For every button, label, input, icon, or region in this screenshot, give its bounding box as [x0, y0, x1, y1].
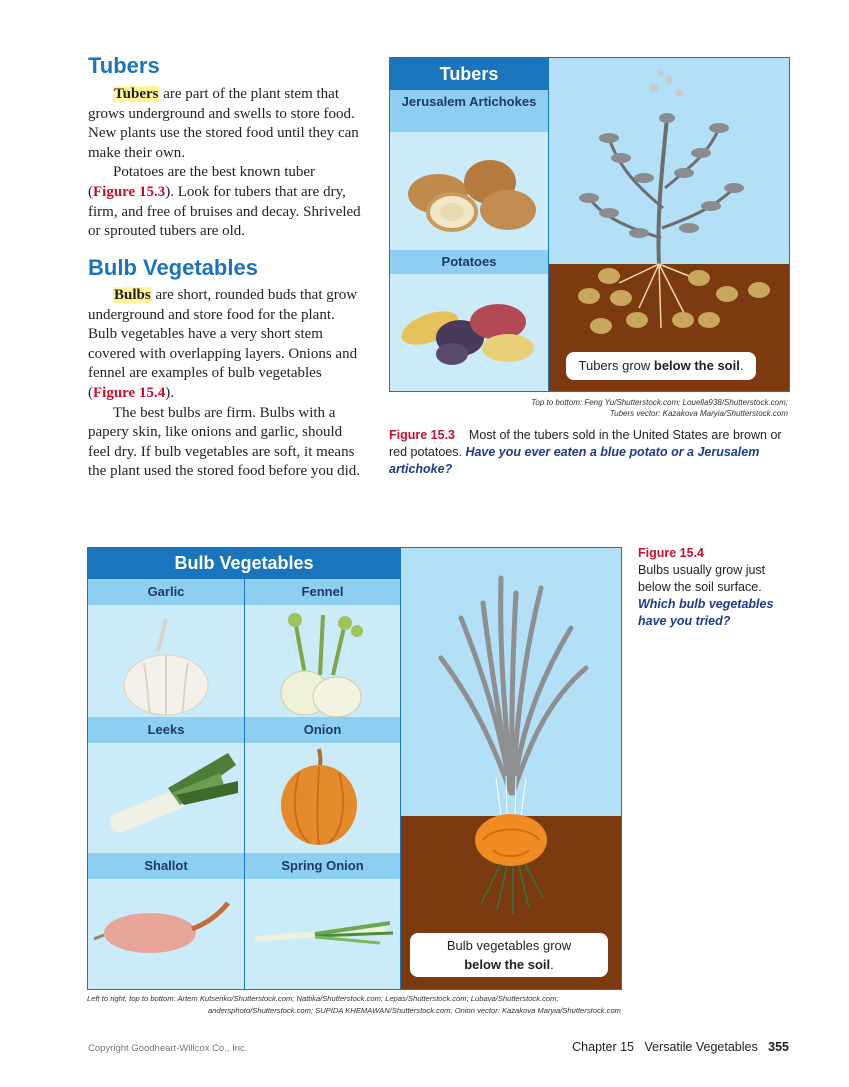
- subhead-potatoes: Potatoes: [390, 250, 548, 274]
- figure-15-4-credit-line-1: Left to right, top to bottom: Artem Kutsenko/Shutterstock.com; Nattika/Shutterstock.com; Lepas/Shutterstock.com; Lubava/Shutterstock.com;: [87, 994, 559, 1003]
- fennel-image: [245, 605, 400, 717]
- bulbs-callout-end: .: [550, 957, 554, 972]
- subhead-jerusalem-artichokes: [390, 90, 548, 132]
- bulbs-callout-bold: below the soil: [464, 957, 551, 972]
- tubers-callout: [566, 352, 756, 380]
- keyword-tubers: Tubers: [114, 86, 159, 102]
- shallot-image: [88, 879, 244, 989]
- figure-15-3-caption-text: Most of the tubers sold in the United States are brown or red potatoes.: [389, 428, 782, 459]
- cell-head-garlic: Garlic: [88, 579, 244, 605]
- garlic-image: [88, 605, 244, 717]
- leeks-image: [88, 743, 244, 853]
- figure-15-4-credit: [87, 993, 621, 1017]
- figure-15-3-credit-line-1: Top to bottom: Feng Yu/Shutterstock.com; Louella938/Shutterstock.com;: [531, 398, 788, 407]
- cell-head-spring-onion: Spring Onion: [245, 853, 400, 879]
- onion-image: [245, 743, 400, 853]
- bulb-vegetables-heading: Bulb Vegetables: [88, 255, 258, 280]
- chapter-title: Versatile Vegetables: [644, 1040, 758, 1054]
- page-footer: [563, 1040, 789, 1054]
- figure-15-3-question: Have you ever eaten a blue potato or a Jerusalem artichoke?: [389, 445, 760, 476]
- figure-15-4-caption: [638, 545, 788, 630]
- figure-15-3-ref[interactable]: Figure 15.3: [93, 183, 166, 200]
- jerusalem-artichokes-image: [390, 132, 548, 250]
- figure-15-4-caption-text: Bulbs usually grow just below the soil surface.: [638, 563, 766, 594]
- tubers-panel-title: Tubers: [390, 58, 548, 90]
- bulbs-callout-line-1: Bulb vegetables grow: [446, 938, 572, 953]
- tubers-paragraph-2: Potatoes are the best known tuber (: [88, 164, 316, 200]
- tubers-paragraph-2-end: ). Look for tubers that are dry, firm, and free of bruises and decay. Shriveled or sprouted tubers are old.: [88, 183, 361, 240]
- figure-15-3: [389, 57, 790, 392]
- tubers-callout-text: Tubers grow: [578, 358, 654, 373]
- chapter-number: Chapter 15: [572, 1040, 635, 1054]
- bulbs-body: [88, 286, 363, 482]
- cell-head-fennel: Fennel: [245, 579, 400, 605]
- figure-15-3-credit: [389, 397, 788, 419]
- figure-15-4-label: Figure 15.4: [638, 546, 704, 560]
- tubers-callout-end: .: [739, 358, 744, 373]
- cell-head-shallot: Shallot: [88, 853, 244, 879]
- potatoes-image: [390, 274, 548, 390]
- tubers-callout-bold: below the soil: [653, 358, 740, 373]
- figure-15-3-label: Figure 15.3: [389, 428, 455, 442]
- bulbs-paragraph-2: The best bulbs are firm. Bulbs with a papery skin, like onions and garlic, should feel dry. If bulb vegetables are soft, it means the plant used the stored food before you did.: [88, 404, 361, 480]
- figure-15-4-question: Which bulb vegetables have you tried?: [638, 597, 774, 628]
- tubers-heading: Tubers: [88, 53, 160, 78]
- keyword-bulbs: Bulbs: [114, 287, 151, 303]
- figure-15-3-caption: [389, 427, 789, 478]
- figure-15-4: [87, 547, 622, 990]
- page-number: 355: [768, 1040, 789, 1054]
- onion-plant-illustration: [401, 548, 621, 989]
- bulbs-callout: [410, 933, 608, 977]
- figure-15-3-credit-line-2: Tubers vector: Kazakova Maryia/Shutterstock.com: [609, 409, 788, 418]
- bulbs-paragraph-1-end: ).: [165, 384, 174, 401]
- figure-15-4-ref[interactable]: Figure 15.4: [93, 384, 166, 401]
- jerusalem-artichokes-label: Jerusalem Artichokes: [401, 94, 537, 109]
- copyright: Copyright Goodheart-Willcox Co., Inc.: [88, 1043, 248, 1054]
- figure-15-4-credit-line-2: andersphoto/Shutterstock.com; SUPIDA KHEMAWAN/Shutterstock.com; Onion vector: Kazakova Maryia/Shutterstock.com: [207, 1006, 621, 1015]
- bulb-vegetables-panel-title: Bulb Vegetables: [88, 548, 400, 579]
- bulbs-paragraph-1: are short, rounded buds that grow underground and store food for the plant. Bulb vegetables have a very short stem covered with overlapping layers. Onions and fennel are examples of bulb vegetables (: [88, 287, 358, 401]
- cell-head-leeks: Leeks: [88, 717, 244, 743]
- cell-head-onion: Onion: [245, 717, 400, 743]
- spring-onion-image: [245, 879, 400, 989]
- potato-plant-illustration: [549, 58, 789, 391]
- tubers-body: [88, 85, 363, 242]
- tubers-paragraph-1: are part of the plant stem that grows underground and swells to store food. New plants use the stored food until they can make their own.: [88, 86, 359, 161]
